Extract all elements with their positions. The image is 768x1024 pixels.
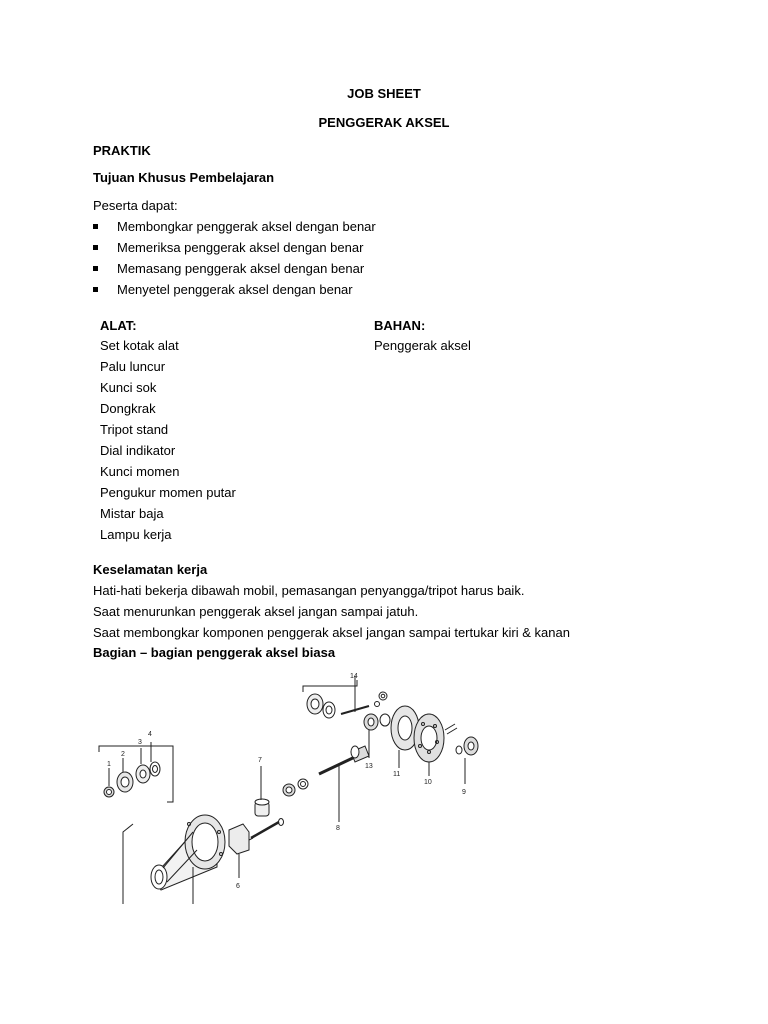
left-flange-group xyxy=(99,742,173,802)
parts-heading: Bagian – bagian penggerak aksel biasa xyxy=(93,645,336,660)
ring-gear xyxy=(414,714,457,776)
tool-item: Set kotak alat xyxy=(100,338,179,353)
page-subtitle: PENGGERAK AKSEL xyxy=(318,115,450,130)
part-label: 1 xyxy=(107,761,111,768)
safety-line: Saat menurunkan penggerak aksel jangan sampai jatuh. xyxy=(93,604,419,619)
bullet-icon xyxy=(93,287,98,292)
section-heading-praktik: PRAKTIK xyxy=(93,143,151,158)
objective-item: Menyetel penggerak aksel dengan benar xyxy=(117,282,353,297)
tool-item: Dongkrak xyxy=(100,401,156,416)
materials-heading: BAHAN: xyxy=(374,318,426,333)
part-label: 14 xyxy=(350,673,358,680)
objective-item: Memeriksa penggerak aksel dengan benar xyxy=(117,240,364,255)
tool-item: Mistar baja xyxy=(100,506,164,521)
bearing-cup-part xyxy=(255,766,269,816)
tool-item: Pengukur momen putar xyxy=(100,485,236,500)
tool-item: Lampu kerja xyxy=(100,527,172,542)
objectives-heading: Tujuan Khusus Pembelajaran xyxy=(93,170,275,185)
part-label: 2 xyxy=(121,751,125,758)
part-label: 6 xyxy=(236,883,240,890)
material-item: Penggerak aksel xyxy=(374,338,471,353)
pinion-shaft xyxy=(319,746,369,822)
part-label: 9 xyxy=(462,789,466,796)
bracket-part xyxy=(229,819,284,879)
bullet-icon xyxy=(93,266,98,271)
safety-line: Saat membongkar komponen penggerak aksel jangan sampai tertukar kiri & kanan xyxy=(93,625,570,640)
part-label: 4 xyxy=(148,731,152,738)
objectives-intro: Peserta dapat: xyxy=(93,198,178,213)
part-label: 7 xyxy=(258,757,262,764)
part-label: 3 xyxy=(138,739,142,746)
safety-line: Hati-hati bekerja dibawah mobil, pemasangan penyangga/tripot harus baik. xyxy=(93,583,525,598)
tools-heading: ALAT: xyxy=(100,318,137,333)
tool-item: Kunci momen xyxy=(100,464,180,479)
bullet-icon xyxy=(93,224,98,229)
objective-item: Memasang penggerak aksel dengan benar xyxy=(117,261,365,276)
page-title: JOB SHEET xyxy=(347,86,421,101)
bullet-icon xyxy=(93,245,98,250)
differential-side-gears xyxy=(303,676,390,758)
tool-item: Tripot stand xyxy=(100,422,169,437)
side-bearing xyxy=(456,737,478,784)
tool-item: Palu luncur xyxy=(100,359,166,374)
axle-housing xyxy=(123,815,225,904)
part-label: 11 xyxy=(393,771,401,778)
pinion-bearings xyxy=(283,779,308,796)
objective-item: Membongkar penggerak aksel dengan benar xyxy=(117,219,376,234)
safety-heading: Keselamatan kerja xyxy=(93,562,208,577)
tool-item: Dial indikator xyxy=(100,443,176,458)
tool-item: Kunci sok xyxy=(100,380,157,395)
part-label: 13 xyxy=(365,763,373,770)
part-label: 8 xyxy=(336,825,340,832)
part-label: 10 xyxy=(424,779,432,786)
axle-exploded-diagram xyxy=(93,672,489,904)
